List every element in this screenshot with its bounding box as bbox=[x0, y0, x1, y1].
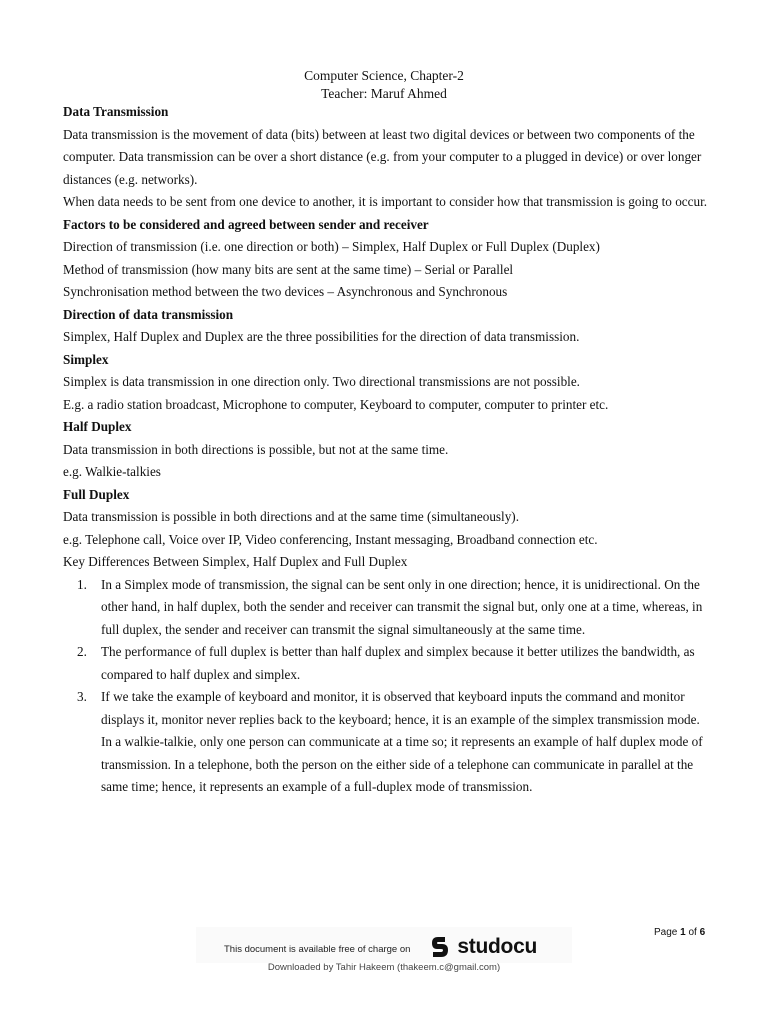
paragraph-data-transmission-definition: Data transmission is the movement of data (bits) between at least two digital devices or between two components of the computer. Data transmission can be over a short distance (e.g. from your computer to a plugged in device) or over longer distances (e.g. networks). bbox=[63, 126, 702, 187]
paragraph-simplex-examples: E.g. a radio station broadcast, Microphone to computer, Keyboard to computer, computer to printer etc. bbox=[63, 396, 609, 412]
page-total: 6 bbox=[699, 927, 706, 938]
paragraph-simplex-definition: Simplex is data transmission in one direction only. Two directional transmissions are not possible. bbox=[63, 374, 580, 389]
list-item bbox=[63, 574, 713, 642]
list-item-text: In a Simplex mode of transmission, the signal can be sent only in one direction; hence, it is unidirectional. On the other hand, in half duplex, both the sender and receiver can transmit the signal but, only one at a time, whereas, in full duplex, the sender and receiver can transmit the signal simultaneously at the same time. bbox=[101, 576, 703, 637]
list-item-text: If we take the example of keyboard and monitor, it is observed that keyboard inputs the command and monitor displays it, monitor never replies back to the keyboard; hence, it is an example of the simplex transmission mode. In a walkie-talkie, only one person can communicate at a time so; it represents an example of half duplex mode of transmission. In a telephone, both the person on the either side of a telephone can communicate in parallel at the same time; hence, it represents an example of a full-duplex mode of transmission. bbox=[101, 689, 703, 794]
studocu-logo-icon bbox=[426, 934, 452, 960]
heading-simplex: Simplex bbox=[63, 351, 109, 367]
availability-text: This document is available free of charge on bbox=[224, 943, 411, 955]
heading-half-duplex: Half Duplex bbox=[63, 419, 132, 434]
paragraph-full-duplex-examples: e.g. Telephone call, Voice over IP, Video conferencing, Instant messaging, Broadband connection etc. bbox=[63, 531, 598, 547]
document-body bbox=[63, 101, 713, 799]
paragraph-data-transmission-consideration: When data needs to be sent from one device to another, it is important to consider how that transmission is going to occur. bbox=[63, 194, 708, 209]
list-item bbox=[63, 686, 713, 799]
studocu-logo[interactable] bbox=[426, 934, 537, 960]
heading-direction: Direction of data transmission bbox=[63, 306, 234, 322]
differences-list bbox=[63, 574, 713, 799]
paragraph-factor-method: Method of transmission (how many bits are sent at the same time) – Serial or Parallel bbox=[63, 261, 514, 277]
studocu-banner[interactable] bbox=[196, 927, 572, 963]
paragraph-key-differences: Key Differences Between Simplex, Half Duplex and Full Duplex bbox=[63, 554, 408, 569]
heading-full-duplex: Full Duplex bbox=[63, 486, 130, 502]
paragraph-full-duplex-definition: Data transmission is possible in both directions and at the same time (simultaneously). bbox=[63, 509, 519, 524]
paragraph-factor-sync: Synchronisation method between the two devices – Asynchronous and Synchronous bbox=[63, 284, 508, 299]
document-title: Computer Science, Chapter-2 bbox=[304, 68, 464, 83]
heading-data-transmission: Data Transmission bbox=[63, 104, 169, 119]
list-item-text: The performance of full duplex is better than half duplex and simplex because it better utilizes the bandwidth, as compared to half duplex and simplex. bbox=[101, 644, 695, 682]
document-teacher: Teacher: Maruf Ahmed bbox=[321, 86, 447, 101]
list-item bbox=[63, 641, 713, 686]
page-current: 1 bbox=[680, 927, 686, 938]
list-item-number: 3. bbox=[77, 689, 87, 704]
document-header bbox=[0, 67, 768, 103]
paragraph-factor-direction: Direction of transmission (i.e. one direction or both) – Simplex, Half Duplex or Full Duplex (Duplex) bbox=[63, 239, 600, 254]
heading-factors: Factors to be considered and agreed between sender and receiver bbox=[63, 216, 429, 232]
paragraph-half-duplex-definition: Data transmission in both directions is possible, but not at the same time. bbox=[63, 441, 449, 457]
studocu-wordmark: studocu bbox=[457, 935, 537, 958]
page-of: of bbox=[688, 927, 697, 938]
page-number bbox=[654, 927, 705, 938]
list-item-number: 2. bbox=[77, 644, 87, 659]
paragraph-half-duplex-examples: e.g. Walkie-talkies bbox=[63, 464, 161, 479]
list-item-number: 1. bbox=[77, 576, 87, 592]
downloaded-by-text: Downloaded by Tahir Hakeem (thakeem.c@gmail.com) bbox=[267, 962, 501, 973]
paragraph-direction: Simplex, Half Duplex and Duplex are the three possibilities for the direction of data transmission. bbox=[63, 329, 580, 344]
page-label: Page bbox=[654, 927, 678, 938]
